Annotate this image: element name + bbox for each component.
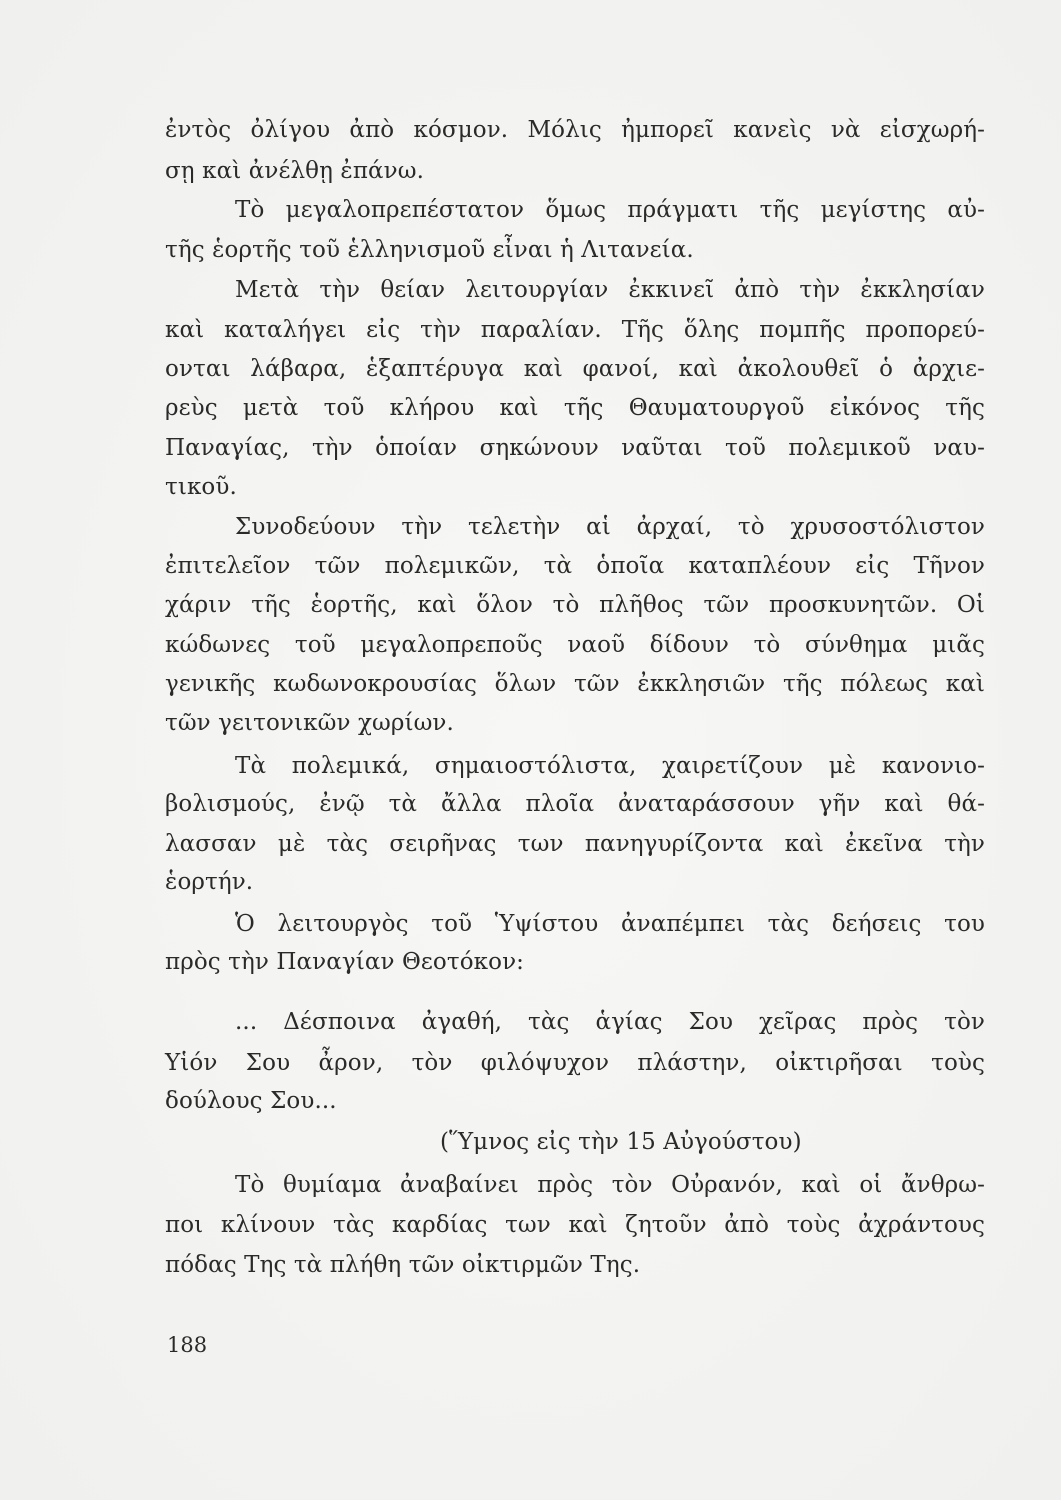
text-line: Τὸ μεγαλοπρεπέστατον ὅμως πράγματι τῆς μεγίστης αὐ-	[235, 197, 985, 223]
text-line: δούλους Σου...	[165, 1088, 337, 1114]
text-line: ρεὺς μετὰ τοῦ κλήρου καὶ τῆς Θαυματουργοῦ εἰκόνος τῆς	[165, 395, 985, 421]
text-line: Υἱόν Σου ἆρον, τὸν φιλόψυχον πλάστην, οἰκτιρῆσαι τοὺς	[165, 1050, 985, 1076]
text-line: γενικῆς κωδωνοκρουσίας ὅλων τῶν ἐκκλησιῶν τῆς πόλεως καὶ	[165, 671, 985, 697]
text-line: πόδας Της τὰ πλήθη τῶν οἰκτιρμῶν Της.	[165, 1252, 641, 1278]
page-number: 188	[167, 1333, 208, 1357]
text-line: καὶ καταλήγει εἰς τὴν παραλίαν. Τῆς ὅλης πομπῆς προπορεύ-	[165, 317, 985, 343]
text-line: βολισμούς, ἐνῷ τὰ ἄλλα πλοῖα ἀναταράσσουν γῆν καὶ θά-	[165, 791, 985, 817]
text-line: Τὸ θυμίαμα ἀναβαίνει πρὸς τὸν Οὐρανόν, καὶ οἱ ἄνθρω-	[235, 1172, 985, 1198]
text-line: λασσαν μὲ τὰς σειρῆνας των πανηγυρίζοντα καὶ ἐκεῖνα τὴν	[165, 831, 985, 857]
text-line: ονται λάβαρα, ἑξαπτέρυγα καὶ φανοί, καὶ ἀκολουθεῖ ὁ ἀρχιε-	[165, 356, 985, 382]
text-line: χάριν τῆς ἑορτῆς, καὶ ὅλον τὸ πλῆθος τῶν προσκυνητῶν. Οἱ	[165, 592, 985, 618]
text-line: Συνοδεύουν τὴν τελετὴν αἱ ἀρχαί, τὸ χρυσοστόλιστον	[235, 514, 985, 540]
text-line: τῶν γειτονικῶν χωρίων.	[165, 710, 454, 736]
text-line: (Ὕμνος εἰς τὴν 15 Αὐγούστου)	[440, 1129, 802, 1155]
text-line: σῃ καὶ ἀνέλθῃ ἐπάνω.	[165, 158, 425, 184]
text-line: ... Δέσποινα ἀγαθή, τὰς ἁγίας Σου χεῖρας πρὸς τὸν	[235, 1009, 985, 1035]
text-line: ἐπιτελεῖον τῶν πολεμικῶν, τὰ ὁποῖα καταπλέουν εἰς Τῆνον	[165, 553, 985, 579]
text-line: ἑορτήν.	[165, 869, 254, 895]
text-line: τῆς ἑορτῆς τοῦ ἑλληνισμοῦ εἶναι ἡ Λιτανεία.	[165, 237, 694, 263]
text-line: Τὰ πολεμικά, σημαιοστόλιστα, χαιρετίζουν μὲ κανονιο-	[235, 753, 985, 779]
text-line: Παναγίας, τὴν ὁποίαν σηκώνουν ναῦται τοῦ πολεμικοῦ ναυ-	[165, 435, 985, 461]
text-line: κώδωνες τοῦ μεγαλοπρεποῦς ναοῦ δίδουν τὸ σύνθημα μιᾶς	[165, 632, 985, 658]
text-line: ἐντὸς ὀλίγου ἀπὸ κόσμον. Μόλις ἠμπορεῖ κανεὶς νὰ εἰσχωρή-	[165, 117, 985, 143]
text-line: πρὸς τὴν Παναγίαν Θεοτόκον:	[165, 949, 525, 975]
text-line: Μετὰ τὴν θείαν λειτουργίαν ἐκκινεῖ ἀπὸ τὴν ἐκκλησίαν	[235, 277, 985, 303]
text-line: τικοῦ.	[165, 474, 237, 500]
text-line: ποι κλίνουν τὰς καρδίας των καὶ ζητοῦν ἀπὸ τοὺς ἀχράντους	[165, 1212, 985, 1238]
text-line: Ὁ λειτουργὸς τοῦ Ὑψίστου ἀναπέμπει τὰς δεήσεις του	[235, 911, 985, 937]
